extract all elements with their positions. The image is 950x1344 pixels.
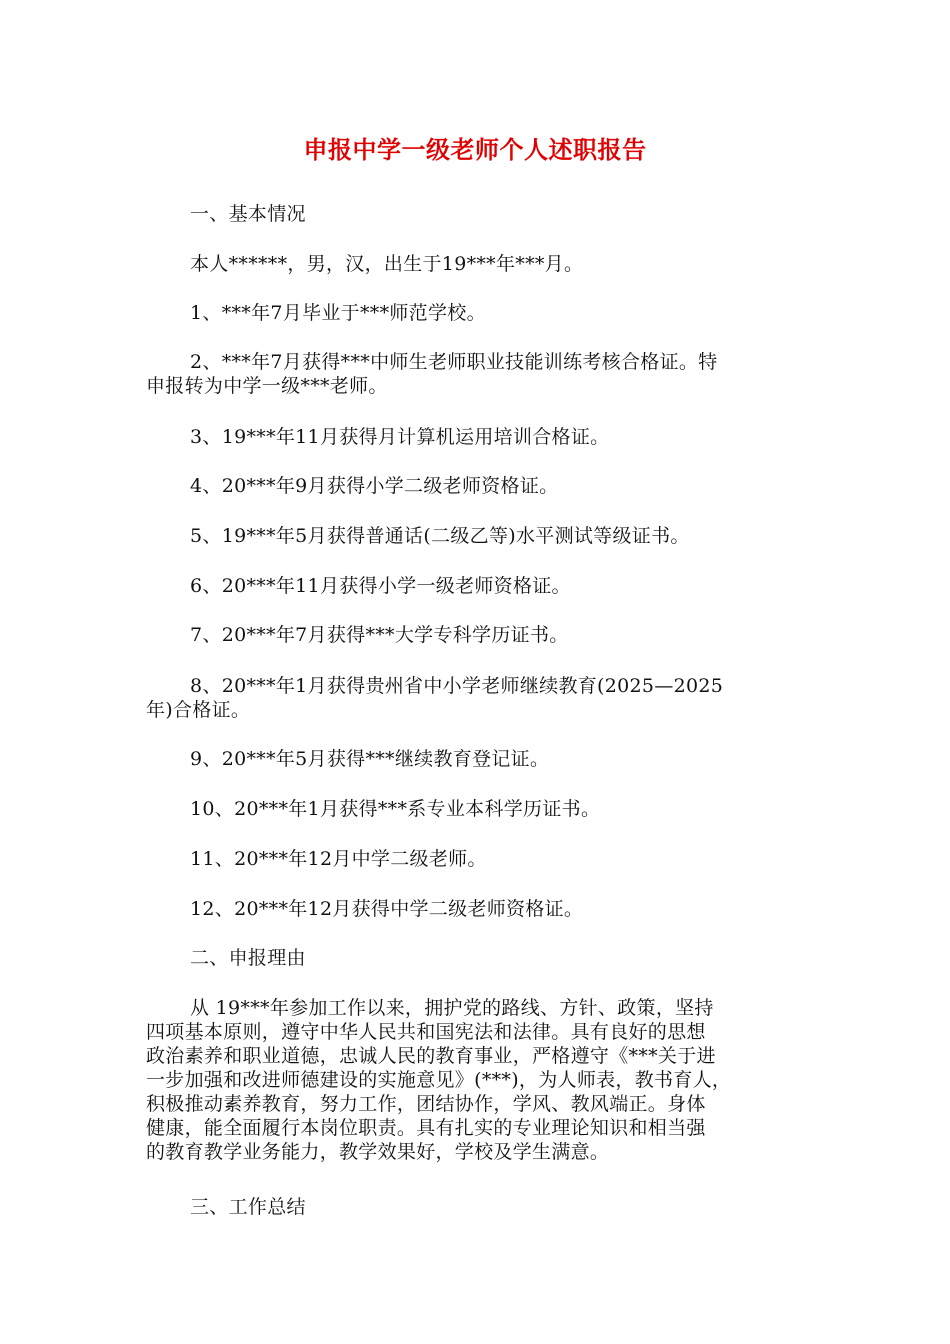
list-item: 12、20***年12月获得中学二级老师资格证。	[190, 898, 584, 920]
list-item: 1、***年7月毕业于***师范学校。	[190, 302, 486, 324]
list-item: 10、20***年1月获得***系专业本科学历证书。	[190, 798, 601, 820]
section-heading-reasons: 二、申报理由	[190, 947, 306, 969]
list-item: 5、19***年5月获得普通话(二级乙等)水平测试等级证书。	[190, 525, 690, 547]
list-item: 2、***年7月获得***中师生老师职业技能训练考核合格证。特 申报转为中学一级***老师。	[146, 351, 718, 397]
list-item: 6、20***年11月获得小学一级老师资格证。	[190, 575, 571, 597]
list-item: 4、20***年9月获得小学二级老师资格证。	[190, 475, 559, 497]
intro-paragraph: 本人******，男，汉，出生于19***年***月。	[190, 253, 584, 275]
list-item: 9、20***年5月获得***继续教育登记证。	[190, 748, 550, 770]
reasons-paragraph: 从 19***年参加工作以来，拥护党的路线、方针、政策，坚持 四项基本原则，遵守中华人民共和国宪法和法律。具有良好的思想 政治素养和职业道德，忠诚人民的教育事业，严格遵守《***关于进 一步加强和改进师德建设的实施意见》(***)，为人师表，教书育人， 积极推动素养教育，努力工作，团结协作，学风、教风端正。身体 健康，能全面履行本岗位职责。具有扎实的专业理论知识和相当强 的教育教学业务能力，教学效果好，学校及学生满意。	[146, 997, 732, 1163]
list-item: 3、19***年11月获得月计算机运用培训合格证。	[190, 426, 610, 448]
section-heading-work-summary: 三、工作总结	[190, 1196, 306, 1218]
list-item: 11、20***年12月中学二级老师。	[190, 848, 487, 870]
list-item: 8、20***年1月获得贵州省中小学老师继续教育(2025—2025 年)合格证。	[146, 675, 724, 721]
list-item: 7、20***年7月获得***大学专科学历证书。	[190, 624, 569, 646]
document-title: 申报中学一级老师个人述职报告	[303, 136, 647, 164]
section-heading-basic-info: 一、基本情况	[190, 203, 306, 225]
